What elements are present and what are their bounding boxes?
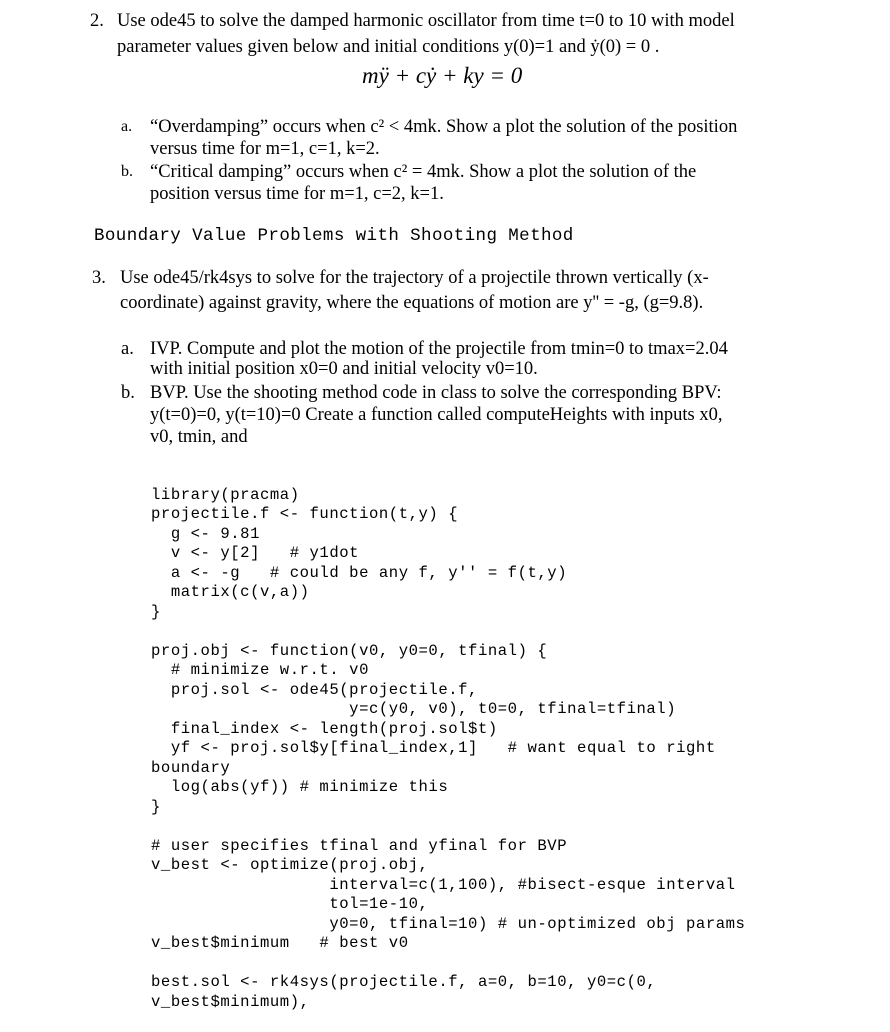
code-line: v_best <- optimize(proj.obj, (151, 856, 429, 874)
code-line (151, 817, 745, 837)
q2-line-1: Use ode45 to solve the damped harmonic oscillator from time t=0 to 10 with model (117, 11, 735, 31)
code-line (151, 622, 745, 642)
code-line: tol=1e-10, (151, 895, 429, 913)
code-line: log(abs(yf)) # minimize this (151, 778, 449, 796)
q2b-label: b. (121, 163, 133, 180)
q3b-line-2: y(t=0)=0, y(t=10)=0 Create a function called computeHeights with inputs x0, (150, 405, 723, 425)
q3-line-1: Use ode45/rk4sys to solve for the trajectory of a projectile thrown vertically (x- (120, 268, 709, 288)
code-line: boundary (151, 758, 231, 777)
code-line: # user specifies tfinal and yfinal for BVP (151, 836, 568, 855)
q2a-line-2: versus time for m=1, c=1, k=2. (150, 139, 380, 159)
code-line: interval=c(1,100), #bisect-esque interval (151, 875, 736, 894)
code-line: projectile.f <- function(t,y) { (151, 505, 459, 523)
q2-number: 2. (90, 11, 104, 31)
q3a-line-1: IVP. Compute and plot the motion of the projectile from tmin=0 to tmax=2.04 (150, 339, 728, 359)
code-line: proj.obj <- function(v0, y0=0, tfinal) { (151, 641, 548, 660)
code-line (151, 954, 745, 974)
code-line: proj.sol <- ode45(projectile.f, (151, 680, 478, 699)
code-line: y=c(y0, v0), t0=0, tfinal=tfinal) (151, 700, 677, 718)
code-line: best.sol <- rk4sys(projectile.f, a=0, b=10, y0=c(0, (151, 973, 657, 991)
q3a-label: a. (121, 339, 134, 359)
q3-line-2: coordinate) against gravity, where the equations of motion are y'' = -g, (g=9.8). (120, 293, 704, 313)
code-line: v_best$minimum # best v0 (151, 934, 409, 952)
code-line: v <- y[2] # y1dot (151, 544, 360, 562)
q2-line-2: parameter values given below and initial conditions y(0)=1 and ẏ(0) = 0 . (117, 37, 660, 57)
q2b-line-2: position versus time for m=1, c=2, k=1. (150, 184, 444, 204)
code-line: } (151, 797, 161, 816)
q3b-label: b. (121, 383, 135, 403)
q2b-line-1: “Critical damping” occurs when c² = 4mk. Show a plot the solution of the (150, 162, 697, 182)
code-line: v_best$minimum), (151, 992, 310, 1011)
code-line: final_index <- length(proj.sol$t) (151, 719, 498, 738)
q3a-line-2: with initial position x0=0 and initial velocity v0=10. (150, 359, 538, 379)
q3-number: 3. (92, 268, 106, 288)
code-block (151, 466, 745, 1032)
code-line: yf <- proj.sol$y[final_index,1] # want equal to right (151, 739, 716, 757)
code-line: y0=0, tfinal=10) # un-optimized obj params (151, 914, 746, 933)
q3b-line-1: BVP. Use the shooting method code in class to solve the corresponding BPV: (150, 383, 722, 403)
code-line: library(pracma) (151, 485, 300, 504)
q3b-line-3: v0, tmin, and (150, 427, 248, 447)
q2a-label: a. (121, 118, 133, 135)
code-line: a <- -g # could be any f, y'' = f(t,y) (151, 563, 568, 582)
q2a-line-1: “Overdamping” occurs when c² < 4mk. Show a plot the solution of the position (150, 117, 738, 137)
code-line: matrix(c(v,a)) (151, 583, 310, 601)
section-header: Boundary Value Problems with Shooting Method (94, 226, 574, 246)
code-line: g <- 9.81 (151, 524, 260, 543)
q2-equation: mÿ + cẏ + ky = 0 (362, 63, 523, 88)
code-line: } (151, 602, 161, 621)
code-line: # minimize w.r.t. v0 (151, 661, 369, 679)
